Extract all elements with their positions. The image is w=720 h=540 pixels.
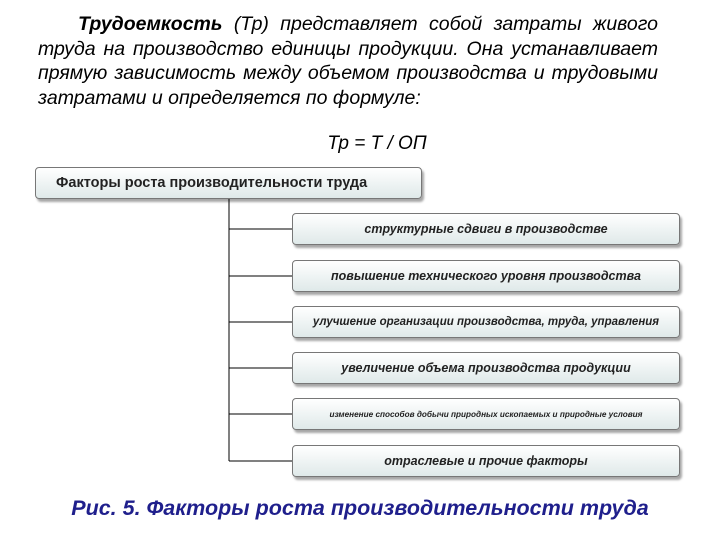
root-factor-box — [35, 167, 422, 199]
root-factor-label: Факторы роста производительности труда — [56, 175, 368, 191]
factor-label-1: структурные сдвиги в производстве — [364, 222, 608, 236]
factor-label-5: изменение способов добычи природных ископаемых и природные условия — [329, 409, 643, 419]
formula-text: Тр = Т / ОП — [327, 133, 427, 154]
factor-label-6: отраслевые и прочие факторы — [384, 454, 588, 468]
factor-label-3: улучшение организации производства, труда, управления — [312, 316, 660, 328]
intro-text: (Тр) представляет собой затраты живого труда на производство единицы продукции. Она устанавливает прямую зависимость между объемом производства и трудовыми затратами и определяется по формуле: — [38, 13, 658, 109]
factor-box-4 — [292, 352, 680, 384]
factor-box-3 — [292, 306, 680, 338]
factor-box-1 — [292, 213, 680, 245]
factor-box-5 — [292, 398, 680, 430]
figure-caption: Рис. 5. Факторы роста производительности труда — [71, 496, 649, 520]
factor-box-2 — [292, 260, 680, 292]
intro-term: Трудоемкость — [78, 13, 223, 35]
factor-label-4: увеличение объема производства продукции — [341, 361, 631, 375]
factor-label-2: повышение технического уровня производства — [331, 269, 641, 283]
factor-box-6 — [292, 445, 680, 477]
